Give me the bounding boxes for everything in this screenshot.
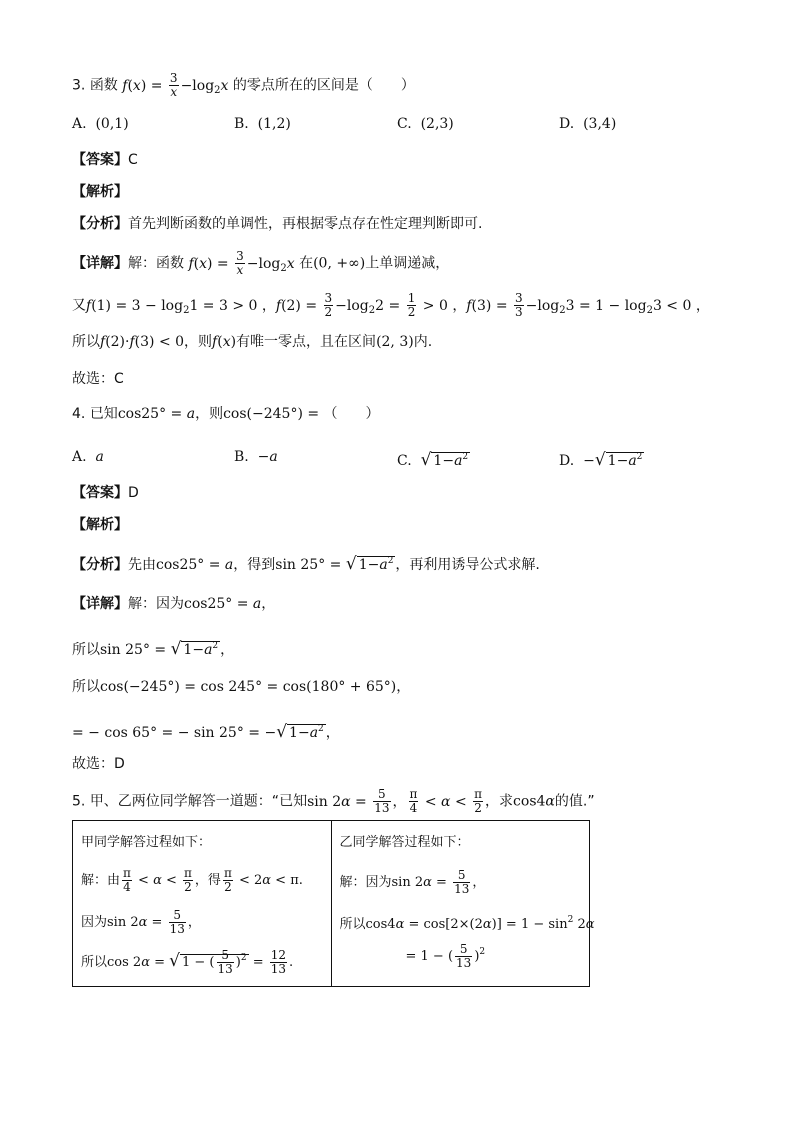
q4-fenxi: 【分析】先由cos25° = a，得到sin 25° = √ $1-a^2$ ，再利用诱导公式求解. — [72, 554, 540, 574]
jia-line-3: 因为sin 2α = $\frac{5}{13}$ ， — [81, 908, 201, 936]
q3-option-c[interactable]: C. (2,3) — [397, 116, 454, 132]
q3-stem: 3. 函数 f(x) = $\frac{3}{x}$ $-\log_2x$ 的零点所在的区间是（ ） — [72, 71, 415, 99]
q3-fenxi: 【分析】首先判断函数的单调性，再根据零点存在性定理判断即可. — [72, 216, 483, 232]
q4-analysis-heading: 【解析】 — [72, 517, 128, 533]
q4-detail-line-1: 【详解】解：因为cos25° = a， — [72, 596, 276, 612]
jia-line-2: 解：由 $\frac{\pi}{4}$ < α < $\frac{\pi}{2}$ ，得 $\frac{\pi}{2}$ < 2α < π. — [81, 866, 303, 894]
q3-function-formula: f(x) = $\frac{3}{x}$ $-\log_2x$ — [122, 71, 229, 99]
q4-option-b[interactable]: B. −a — [234, 449, 278, 465]
q3-detail-line-1: 【详解】解：函数 f(x) = $\frac{3}{x}$ $-\log_2x$ 在(0, +∞)上单调递减， — [72, 249, 450, 277]
q3-number: 3. — [72, 77, 86, 94]
q4-option-d[interactable]: D. −√ $1-a^2$ — [559, 450, 643, 470]
q3-option-d[interactable]: D. (3,4) — [559, 116, 617, 132]
q3-option-b[interactable]: B. (1,2) — [234, 116, 291, 132]
q4-option-c[interactable]: C. √ $1-a^2$ — [397, 450, 469, 470]
yi-line-2: 解：因为sin 2α = $\frac{5}{13}$ ， — [339, 868, 486, 896]
q4-conclusion: 故选：D — [72, 756, 125, 772]
q5-stem: 5. 甲、乙两位同学解答一道题：“已知sin 2α = $\frac{5}{13}$ ， $\frac{\pi}{4}$ < α < $\frac{\pi}{2}$ ，求cos4α的值.” — [72, 787, 595, 815]
q4-option-a[interactable]: A. a — [72, 449, 104, 465]
jia-line-4: 所以cos 2α = √ 1 − ( $\frac{5}{13}$ )$^2$ = $\frac{12}{13}$ . — [81, 948, 294, 976]
q3-detail-line-2: 又$f(1) = 3 - \log_21 = 3 > 0$ ，f(2) = $\frac{3}{2}$ $-\log_22$ = $\frac{1}{2}$ > 0 ，f(3) = $\frac{3}{3}$ $-\log_23 = 1 - \log_23 < 0$ ， — [72, 291, 710, 319]
q5-solutions-table — [72, 820, 595, 987]
q4-detail-line-3: 所以cos(−245°) = cos 245° = cos(180° + 65°)， — [72, 679, 411, 695]
q4-detail-line-2: 所以sin 25° = √ $1-a^2$ ， — [72, 639, 235, 659]
q5-number: 5. — [72, 793, 86, 810]
jia-solution-cell — [73, 821, 332, 987]
yi-solution-cell — [331, 821, 595, 987]
yi-line-3: 所以$\cos 4\alpha = \cos[2\times(2\alpha)] = 1 - \sin^2 2\alpha$ — [339, 915, 595, 932]
q4-answer: 【答案】D — [72, 485, 139, 501]
q3-option-a[interactable]: A. (0,1) — [72, 116, 129, 132]
q4-number: 4. — [72, 406, 86, 422]
q3-conclusion: 故选：C — [72, 371, 124, 387]
q3-analysis-heading: 【解析】 — [72, 184, 128, 200]
q4-stem: 4. 已知cos25° = a，则cos(−245°) = （ ） — [72, 406, 380, 422]
q3-answer: 【答案】C — [72, 152, 138, 168]
jia-title: 甲同学解答过程如下： — [81, 835, 212, 850]
yi-title: 乙同学解答过程如下： — [339, 835, 470, 850]
q3-detail-line-3: 所以f(2)·f(3) < 0，则f(x)有唯一零点，且在区间(2, 3)内. — [72, 334, 433, 350]
q4-detail-line-4: = − cos 65° = − sin 25° = −√ $1-a^2$ ， — [72, 722, 340, 742]
yi-line-4: = 1 − ( $\frac{5}{13}$ )$^2$ — [405, 942, 486, 970]
